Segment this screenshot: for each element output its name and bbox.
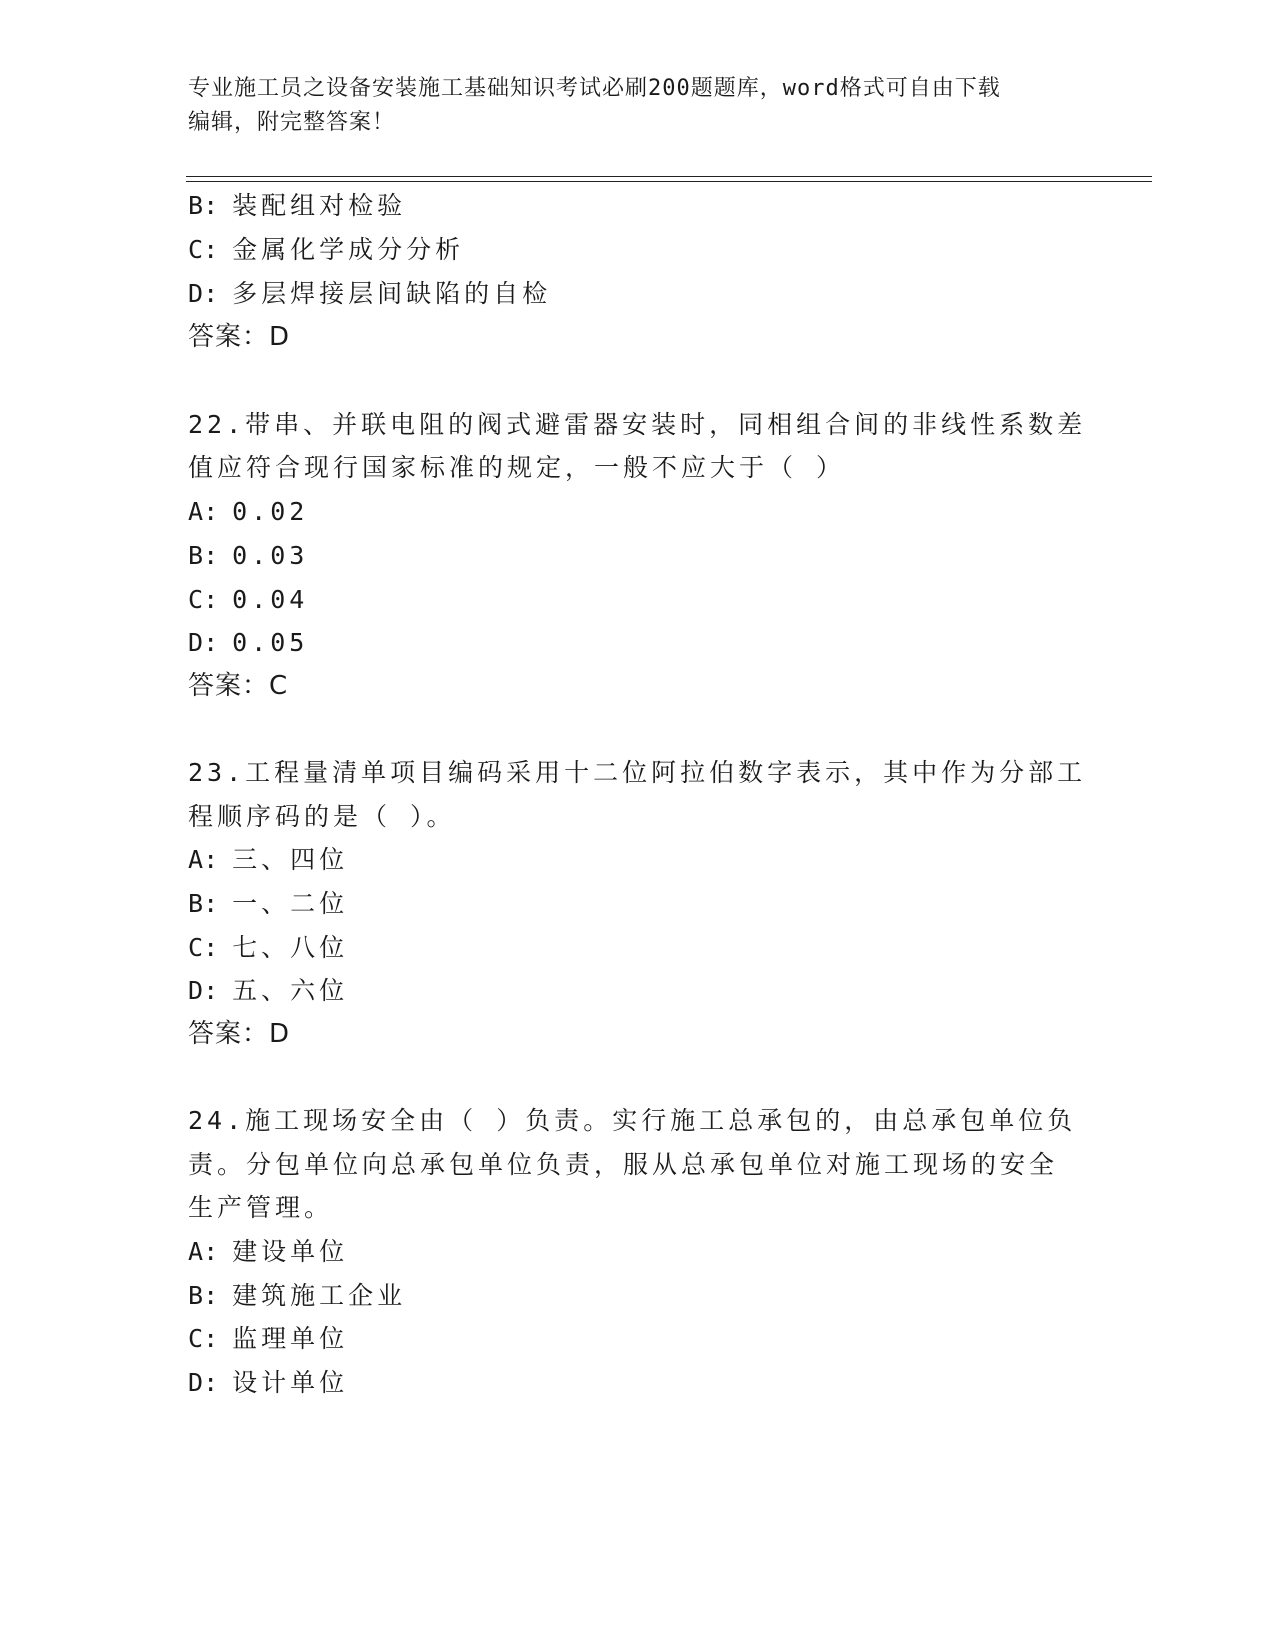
header-divider-top: [186, 176, 1152, 177]
header-title-line-2: 编辑，附完整答案！: [188, 110, 396, 135]
q21-option-b: B: 装配组对检验: [188, 191, 407, 220]
q23-option-a: A: 三、四位: [188, 845, 349, 874]
q22-option-d: D: 0.05: [188, 628, 309, 657]
q24-stem-line-2: 责。分包单位向总承包单位负责，服从总承包单位对施工现场的安全: [188, 1150, 1059, 1179]
q22-answer: 答案：C: [188, 671, 289, 701]
q21-option-c: C: 金属化学成分分析: [188, 235, 465, 264]
q24-option-c: C: 监理单位: [188, 1324, 349, 1353]
header-title-line-1: 专业施工员之设备安装施工基础知识考试必刷200题题库，word格式可自由下载: [188, 76, 1001, 101]
q22-option-a: A: 0.02: [188, 497, 309, 526]
q22-stem-line-1: 22.带串、并联电阻的阀式避雷器安装时，同相组合间的非线性系数差: [188, 410, 1087, 439]
q23-stem-line-2: 程顺序码的是（ ）。: [188, 802, 456, 831]
q24-stem-line-3: 生产管理。: [188, 1193, 334, 1222]
q22-option-c: C: 0.04: [188, 585, 309, 614]
q24-option-b: B: 建筑施工企业: [188, 1281, 407, 1310]
q22-stem-line-2: 值应符合现行国家标准的规定，一般不应大于（ ）: [188, 453, 846, 482]
q23-option-d: D: 五、六位: [188, 976, 349, 1005]
document-header: [188, 72, 1088, 140]
q24-option-d: D: 设计单位: [188, 1368, 349, 1397]
q23-answer: 答案：D: [188, 1019, 291, 1049]
q24-stem-line-1: 24.施工现场安全由（ ）负责。实行施工总承包的，由总承包单位负: [188, 1106, 1077, 1135]
q21-answer: 答案：D: [188, 322, 291, 352]
q23-option-b: B: 一、二位: [188, 889, 349, 918]
q21-option-d: D: 多层焊接层间缺陷的自检: [188, 279, 552, 308]
q23-stem-line-1: 23.工程量清单项目编码采用十二位阿拉伯数字表示，其中作为分部工: [188, 758, 1087, 787]
q22-option-b: B: 0.03: [188, 541, 309, 570]
q23-option-c: C: 七、八位: [188, 933, 349, 962]
header-divider-bottom: [186, 181, 1152, 182]
q24-option-a: A: 建设单位: [188, 1237, 349, 1266]
